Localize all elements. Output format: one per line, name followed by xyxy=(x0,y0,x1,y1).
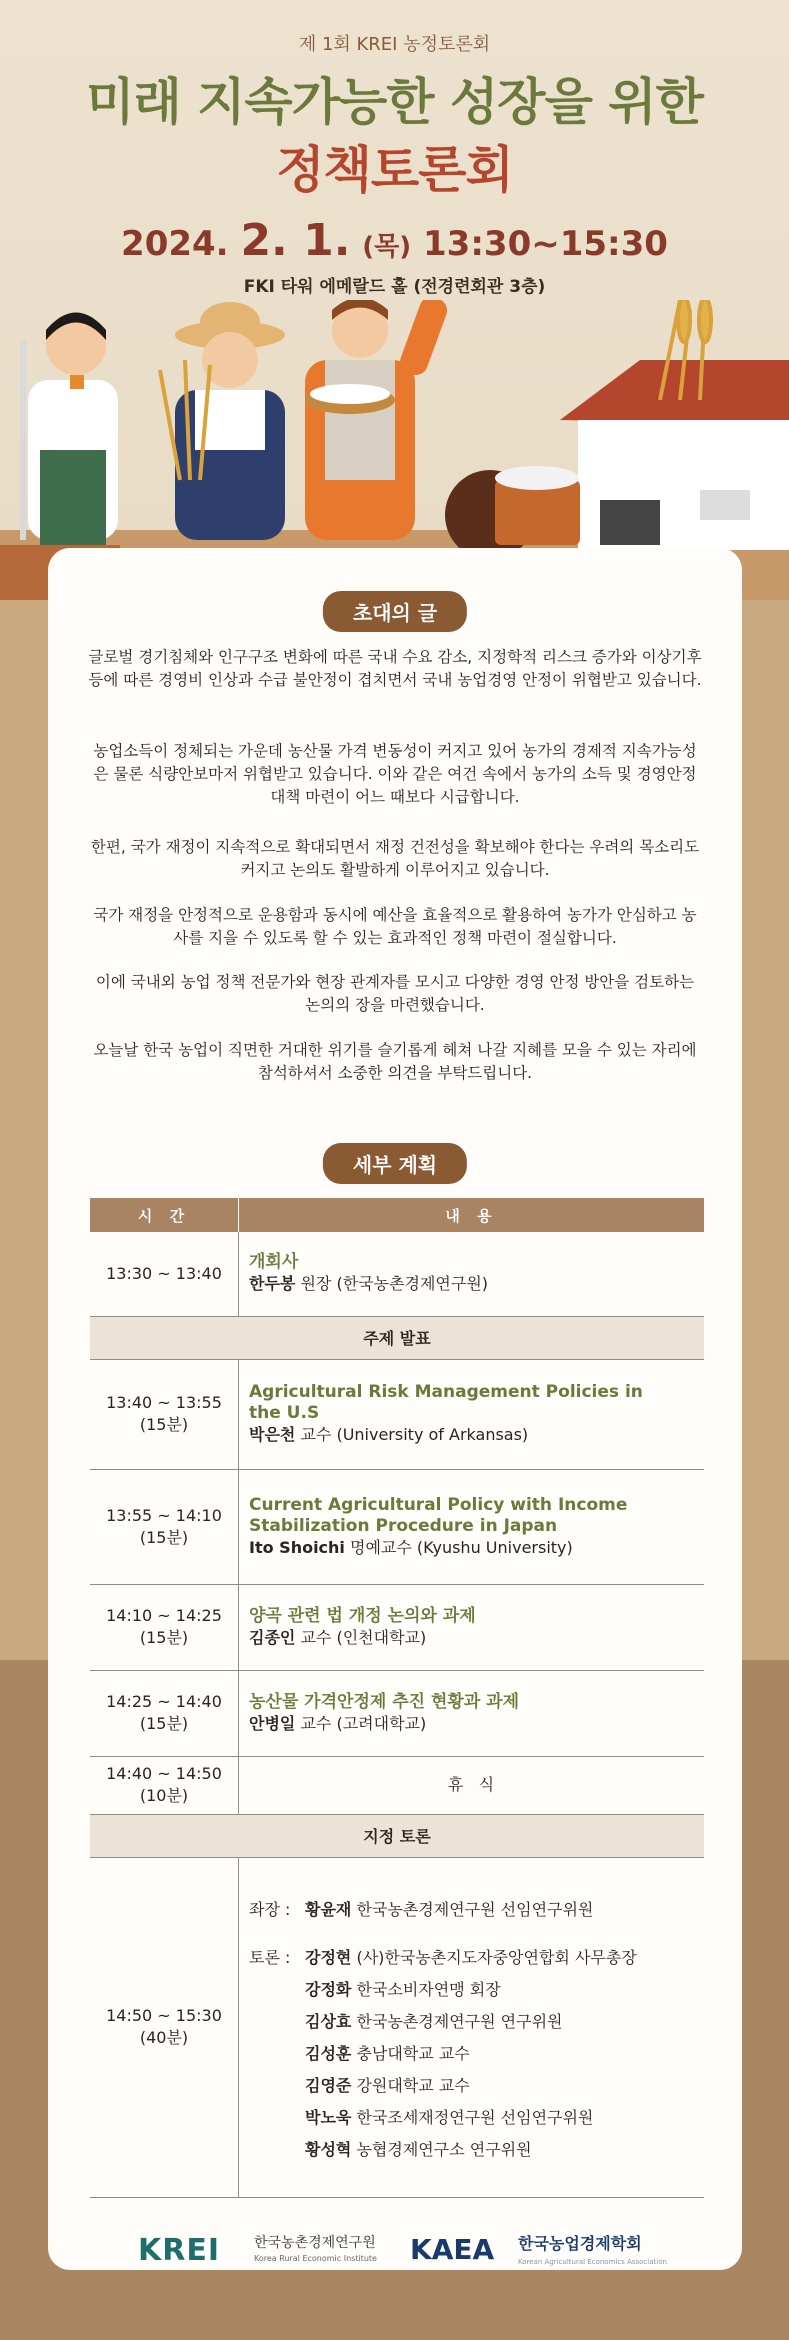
talk-2-role: 명예교수 (Kyushu University) xyxy=(344,1537,573,1557)
opening-title: 개회사 xyxy=(249,1252,299,1273)
break-time xyxy=(90,1756,239,1814)
event-title-line2: 정책토론회 xyxy=(276,141,513,199)
table-row-talk-2 xyxy=(90,1469,704,1584)
invitation-paragraph-2: 농업소득이 정체되는 가운데 농산물 가격 변동성이 커지고 있어 농가의 경제적 지속가능성은 물론 식량안보마저 위협받고 있습니다. 이와 같은 여건 속에서 농가의 소득 및 경영안정 대책 마련이 어느 때보다 시급합니다. xyxy=(93,742,697,806)
panelist-4-role: 충남대학교 교수 xyxy=(351,2043,470,2063)
krei-name-en: Korea Rural Economic Institute xyxy=(254,2254,377,2263)
section-discussion-label: 지정 토론 xyxy=(90,1814,704,1857)
opening-role: 원장 (한국농촌경제연구원) xyxy=(295,1274,489,1294)
date-month-day: 2. 1. xyxy=(240,215,351,266)
panel-label: 토론 : xyxy=(249,1947,291,1967)
barn-illustration xyxy=(560,360,789,550)
talk-3-role: 교수 (인천대학교) xyxy=(295,1627,427,1647)
talk-2-speaker: Ito Shoichi xyxy=(249,1537,345,1557)
panelist-1-name: 강정현 xyxy=(305,1947,352,1967)
talk-1-time xyxy=(90,1359,239,1469)
hero-banner xyxy=(0,0,789,600)
talk-3-content xyxy=(239,1584,705,1670)
kaea-name xyxy=(518,2235,667,2271)
panelist-2-name: 강정화 xyxy=(305,1979,352,1999)
date-time: 13:30~15:30 xyxy=(423,224,668,264)
talk-4-content xyxy=(239,1670,705,1756)
talk-4-time-range: 14:25 ~ 14:40 xyxy=(106,1692,222,1711)
krei-name-ko: 한국농촌경제연구원 xyxy=(254,2235,376,2251)
break-duration: (10분) xyxy=(139,1786,189,1805)
farmer-woman-left xyxy=(20,313,118,546)
date-year: 2024. xyxy=(121,224,229,264)
talk-1-time-range: 13:40 ~ 13:55 xyxy=(106,1393,222,1412)
opening-speaker: 한두봉 xyxy=(249,1274,296,1294)
opening-content xyxy=(239,1232,705,1316)
talk-2-time-range: 13:55 ~ 14:10 xyxy=(106,1505,222,1525)
panelist-3 xyxy=(305,2006,637,2038)
farmer-woman-hat xyxy=(160,302,285,540)
discussion-content xyxy=(239,1857,705,2197)
talk-3-speaker: 김종인 xyxy=(249,1627,296,1647)
event-kicker: 제 1회 KREI 농정토론회 xyxy=(298,34,491,55)
invitation-heading: 초대의 글 xyxy=(323,591,467,632)
talk-4-duration: (15분) xyxy=(139,1714,189,1733)
talk-2-title: Current Agricultural Policy with Income Stabilization Procedure in Japan xyxy=(249,1494,628,1536)
break-time-range: 14:40 ~ 14:50 xyxy=(106,1764,222,1783)
talk-2-time xyxy=(90,1469,239,1584)
panelist-3-name: 김상효 xyxy=(305,2011,352,2031)
panelist-5-name: 김영준 xyxy=(305,2075,352,2095)
event-title-line1: 미래 지속가능한 성장을 위한 xyxy=(86,73,703,131)
talk-1-content xyxy=(239,1359,705,1469)
panelist-3-role: 한국농촌경제연구원 연구위원 xyxy=(351,2011,563,2031)
panelist-6 xyxy=(305,2102,637,2134)
table-row-opening xyxy=(90,1232,704,1316)
talk-3-time xyxy=(90,1584,239,1670)
invitation-paragraph-6: 오늘날 한국 농업이 직면한 거대한 위기를 슬기롭게 헤쳐 나갈 지혜를 모을 수 있는 자리에 참석하셔서 소중한 의견을 부탁드립니다. xyxy=(93,1041,697,1082)
section-row-discussion xyxy=(90,1814,704,1857)
table-row-talk-1 xyxy=(90,1359,704,1469)
talk-3-title: 양곡 관련 법 개정 논의와 과제 xyxy=(249,1605,476,1626)
schedule-header-row xyxy=(90,1198,704,1232)
panelist-1 xyxy=(305,1942,637,1974)
panelist-5 xyxy=(305,2070,637,2102)
talk-1-speaker: 박은천 xyxy=(249,1425,296,1444)
farmer-man-waving xyxy=(305,300,469,540)
talk-4-speaker: 안병일 xyxy=(249,1713,296,1733)
table-row-talk-4 xyxy=(90,1670,704,1756)
panelist-4-name: 김성훈 xyxy=(305,2043,352,2063)
invitation-paragraph-4: 국가 재정을 안정적으로 운용함과 동시에 예산을 효율적으로 활용하여 농가가 안심하고 농사를 지을 수 있도록 할 수 있는 효과적인 정책 마련이 절실합니다. xyxy=(93,906,697,947)
schedule-table xyxy=(90,1198,704,2198)
invitation-paragraph-1: 글로벌 경기침체와 인구구조 변화에 따른 국내 수요 감소, 지정학적 리스크 증가와 이상기후 등에 따른 경영비 인상과 수급 불안정이 겹치면서 국내 농업경영 안정이 위협받고 있습니다. xyxy=(88,648,702,689)
talk-2-duration: (15분) xyxy=(139,1527,189,1547)
chair-line xyxy=(249,1894,703,1926)
talk-4-time xyxy=(90,1670,239,1756)
panel-block xyxy=(249,1942,703,2166)
content-card xyxy=(48,548,742,2270)
event-venue: FKI 타워 에메랄드 홀 (전경련회관 3층) xyxy=(243,277,546,297)
col-time-header: 시 간 xyxy=(90,1198,239,1232)
chair-role: 한국농촌경제연구원 선임연구위원 xyxy=(351,1899,594,1919)
invitation-paragraph-5: 이에 국내외 농업 정책 전문가와 현장 관계자를 모시고 다양한 경영 안정 방안을 검토하는 논의의 장을 마련했습니다. xyxy=(95,973,695,1014)
opening-time: 13:30 ~ 13:40 xyxy=(90,1232,239,1316)
panelist-7-role: 농협경제연구소 연구위원 xyxy=(351,2139,532,2159)
talk-1-title: Agricultural Risk Management Policies in the U.S xyxy=(249,1382,643,1423)
talk-4-role: 교수 (고려대학교) xyxy=(295,1713,427,1733)
panelist-2 xyxy=(305,1974,637,2006)
section-row-presentation xyxy=(90,1316,704,1359)
talk-3-time-range: 14:10 ~ 14:25 xyxy=(106,1606,222,1625)
kaea-logo: KAEA xyxy=(410,2233,495,2266)
panelist-6-name: 박노욱 xyxy=(305,2107,352,2127)
break-label: 휴 식 xyxy=(239,1756,705,1814)
chair-name: 황윤재 xyxy=(305,1899,352,1919)
talk-1-duration: (15분) xyxy=(139,1415,189,1434)
panelist-1-role: (사)한국농촌지도자중앙연합회 사무총장 xyxy=(351,1947,637,1967)
talk-1-role: 교수 (University of Arkansas) xyxy=(295,1425,529,1444)
krei-name xyxy=(254,2235,377,2267)
schedule-heading: 세부 계획 xyxy=(323,1143,467,1184)
panelist-7 xyxy=(305,2134,637,2166)
chair-label: 좌장 : xyxy=(249,1899,291,1919)
panelist-7-name: 황성혁 xyxy=(305,2139,352,2159)
talk-2-content xyxy=(239,1469,705,1584)
kaea-name-ko: 한국농업경제학회 xyxy=(518,2234,642,2253)
date-weekday: (목) xyxy=(362,232,412,262)
col-content-header: 내 용 xyxy=(239,1198,705,1232)
table-row-talk-3 xyxy=(90,1584,704,1670)
event-date xyxy=(0,215,789,266)
panelist-5-role: 강원대학교 교수 xyxy=(351,2075,470,2095)
section-presentation-label: 주제 발표 xyxy=(90,1316,704,1359)
discussion-duration: (40분) xyxy=(139,2028,189,2047)
panel-list xyxy=(305,1942,637,2166)
kaea-name-en: Korean Agricultural Economics Association xyxy=(518,2258,667,2266)
krei-logo: KREI xyxy=(138,2233,221,2268)
talk-4-title: 농산물 가격안정제 추진 현황과 과제 xyxy=(249,1691,520,1712)
panelist-6-role: 한국조세재정연구원 선임연구위원 xyxy=(351,2107,594,2127)
invitation-paragraph-3: 한편, 국가 재정이 지속적으로 확대되면서 재정 건전성을 확보해야 한다는 우려의 목소리도 커지고 논의도 활발하게 이루어지고 있습니다. xyxy=(90,838,700,879)
organizer-logos xyxy=(0,2225,789,2285)
panelist-4 xyxy=(305,2038,637,2070)
table-row-discussion xyxy=(90,1857,704,2197)
panelist-2-role: 한국소비자연맹 회장 xyxy=(351,1979,501,1999)
discussion-time-range: 14:50 ~ 15:30 xyxy=(106,2006,222,2025)
discussion-time xyxy=(90,1857,239,2197)
talk-3-duration: (15분) xyxy=(139,1628,189,1647)
table-row-break xyxy=(90,1756,704,1814)
